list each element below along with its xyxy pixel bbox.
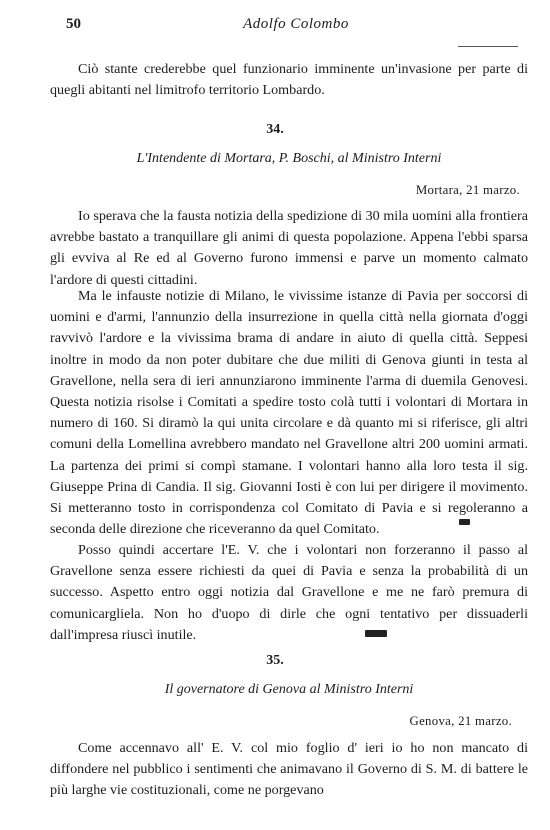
paragraph-34-2: Ma le infauste notizie di Milano, le vivissime istanze di Pavia per soccorsi di uomini e d'armi, l'annunzio della insurrezione in quella città nella giornata d'oggi ravvivò l'ardore e la vivissima brama di andare in aiuto di quella città. Seppesi inoltre in modo da non poter dubitare che due militi di Genova giunti in testa al Gravellone, nella sera di ieri annunziarono imminente l'arma di duemila Genovesi. Questa notizia risolse i Comitati a spedire tosto colà tutti i volontari di Mortara in numero di 160. Si diramò la qui unita circolare e dà quanto mi si riferisce, gli altri comuni della Lomellina avrebbero mandato nel Gravellone altri 200 uomini armati. La partenza dei primi si compì stamane. I volontari hanno alla loro testa il sig. Giuseppe Prina di Candia. Il sig. Giovanni Iosti è con lui per dirigere il movimento. Si metteranno tosto in corrispondenza col Comitato di Pavia e si regoleranno a seconda delle direzione che riceveranno da quel Comitato.	[50, 288, 528, 538]
ink-blot	[365, 630, 387, 637]
section-date-34: Mortara, 21 marzo.	[415, 183, 520, 197]
paragraph-34-3: Posso quindi accertare l'E. V. che i volontari non forzeranno il passo al Gravellone senza essere richiesti da quei di Pavia e senza la probabilità di un successo. Aspetto entro oggi notizia dal Gravellone e me ne farò premura di comunicargliela. Non ho d'uopo di dirle che ogni tentativo per dissuaderli dall'impresa riuscì inutile.	[50, 542, 528, 643]
section-number-34: 34.	[266, 122, 284, 137]
section-date-35: Genova, 21 marzo.	[409, 714, 512, 728]
paragraph-35-1: Come accennavo all' E. V. col mio foglio d' ieri io ho non mancato di diffondere nel pubblico i sentimenti che animavano il Governo di S. M. di battere le più larghe vie costituzionali, come ne porgevano	[50, 740, 528, 799]
page-header	[66, 16, 526, 40]
section-title-34: L'Intendente di Mortara, P. Boschi, al Ministro Interni	[136, 151, 442, 166]
paragraph-34-1: Io sperava che la fausta notizia della spedizione di 30 mila uomini alla frontiera avrebbe bastato a tranquillare gli animi di questa popolazione. Appena l'ebbi sparsa gli evviva al Re ed al Governo furono immensi e parve un momento calmato l'ardore di questi cittadini.	[50, 208, 528, 288]
intro-paragraph: Ciò stante crederebbe quel funzionario imminente un'invasione per parte di quegli abitanti nel limitrofo territorio Lombardo.	[50, 61, 528, 99]
page-number: 50	[66, 16, 81, 32]
running-head: Adolfo Colombo	[243, 16, 349, 32]
ink-blot	[459, 519, 470, 525]
section-title-35: Il governatore di Genova al Ministro Interni	[164, 682, 414, 697]
header-rule	[458, 46, 518, 47]
section-number-35: 35.	[266, 653, 284, 668]
